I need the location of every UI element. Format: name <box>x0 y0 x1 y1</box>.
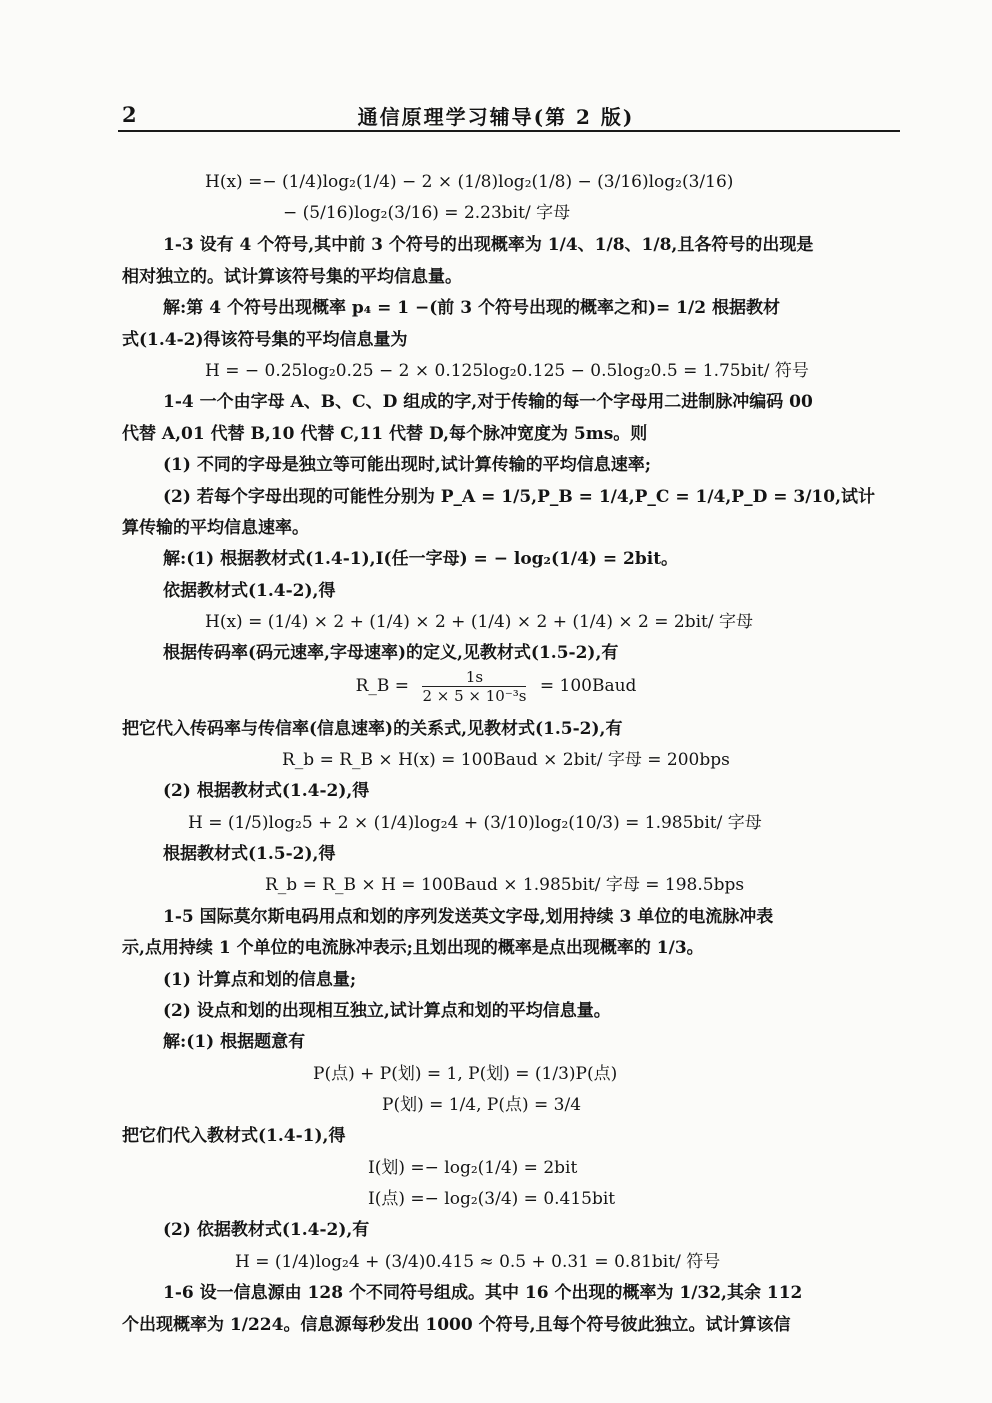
solution-text: 根据教材式(1.5-2),得 <box>163 844 336 864</box>
problem-1-6-text: 1-6 设一信息源由 128 个不同符号组成。其中 16 个出现的概率为 1/32,其余 112 <box>163 1283 803 1303</box>
problem-1-5-text: 示,点用持续 1 个单位的电流脉冲表示;且划出现的概率是点出现概率的 1/3。 <box>122 938 704 958</box>
solution-text: 把它代入传码率与传信率(信息速率)的关系式,见教材式(1.5-2),有 <box>122 719 623 739</box>
baud-rate-formula <box>0 668 992 705</box>
formula-lhs: R_B = <box>355 676 410 696</box>
problem-1-4-text: 算传输的平均信息速率。 <box>122 518 309 538</box>
formula-line: R_b = R_B × H = 100Baud × 1.985bit/ 字母 = 198.5bps <box>265 875 745 895</box>
solution-text: 式(1.4-2)得该符号集的平均信息量为 <box>122 330 408 350</box>
formula-line: R_b = R_B × H(x) = 100Baud × 2bit/ 字母 = 200bps <box>282 750 730 770</box>
formula-line: I(划) =− log₂(1/4) = 2bit <box>368 1158 578 1178</box>
problem-1-6-text: 个出现概率为 1/224。信息源每秒发出 1000 个符号,且每个符号彼此独立。试计算该信 <box>122 1315 791 1335</box>
formula-line: P(点) + P(划) = 1, P(划) = (1/3)P(点) <box>313 1064 618 1084</box>
formula-line: H = − 0.25log₂0.25 − 2 × 0.125log₂0.125 − 0.5log₂0.5 = 1.75bit/ 符号 <box>205 361 809 381</box>
fraction-denominator: 2 × 5 × 10⁻³s <box>422 687 527 705</box>
problem-1-5-text: (1) 计算点和划的信息量; <box>163 970 357 990</box>
formula-line: I(点) =− log₂(3/4) = 0.415bit <box>368 1189 616 1209</box>
solution-text: (2) 依据教材式(1.4-2),有 <box>163 1220 370 1240</box>
formula-line: H(x) = (1/4) × 2 + (1/4) × 2 + (1/4) × 2 + (1/4) × 2 = 2bit/ 字母 <box>205 612 754 632</box>
solution-text: 根据传码率(码元速率,字母速率)的定义,见教材式(1.5-2),有 <box>163 643 619 663</box>
formula-line: H = (1/4)log₂4 + (3/4)0.415 ≈ 0.5 + 0.31 = 0.81bit/ 符号 <box>235 1252 721 1272</box>
formula-line: H(x) =− (1/4)log₂(1/4) − 2 × (1/8)log₂(1/8) − (3/16)log₂(3/16) <box>205 172 734 192</box>
problem-1-4-text: 1-4 一个由字母 A、B、C、D 组成的字,对于传输的每一个字母用二进制脉冲编码 00 <box>163 392 813 412</box>
formula-rhs: = 100Baud <box>539 676 637 696</box>
problem-1-5-text: 1-5 国际莫尔斯电码用点和划的序列发送英文字母,划用持续 3 单位的电流脉冲表 <box>163 907 774 927</box>
problem-1-4-text: (1) 不同的字母是独立等可能出现时,试计算传输的平均信息速率; <box>163 455 652 475</box>
solution-text: 解:(1) 根据教材式(1.4-1),I(任一字母) = − log₂(1/4) = 2bit。 <box>163 549 679 569</box>
solution-text: 解:(1) 根据题意有 <box>163 1032 306 1052</box>
solution-text: 把它们代入教材式(1.4-1),得 <box>122 1126 346 1146</box>
page-number: 2 <box>122 102 137 127</box>
solution-text: (2) 根据教材式(1.4-2),得 <box>163 781 370 801</box>
solution-text: 依据教材式(1.4-2),得 <box>163 581 336 601</box>
solution-text: 解:第 4 个符号出现概率 p₄ = 1 −(前 3 个符号出现的概率之和)= 1/2 根据教材 <box>163 298 780 318</box>
problem-1-5-text: (2) 设点和划的出现相互独立,试计算点和划的平均信息量。 <box>163 1001 611 1021</box>
fraction-numerator: 1s <box>422 668 526 687</box>
problem-1-3-text: 1-3 设有 4 个符号,其中前 3 个符号的出现概率为 1/4、1/8、1/8,且各符号的出现是 <box>163 235 814 255</box>
formula-line: − (5/16)log₂(3/16) = 2.23bit/ 字母 <box>283 203 571 223</box>
running-header: 通信原理学习辅导(第 2 版) <box>357 105 635 129</box>
problem-1-4-text: (2) 若每个字母出现的可能性分别为 P_A = 1/5,P_B = 1/4,P_C = 1/4,P_D = 3/10,试计 <box>163 487 876 507</box>
formula-line: H = (1/5)log₂5 + 2 × (1/4)log₂4 + (3/10)log₂(10/3) = 1.985bit/ 字母 <box>188 813 762 833</box>
problem-1-3-text: 相对独立的。试计算该符号集的平均信息量。 <box>122 267 462 287</box>
problem-1-4-text: 代替 A,01 代替 B,10 代替 C,11 代替 D,每个脉冲宽度为 5ms。则 <box>122 424 648 444</box>
fraction <box>422 668 526 705</box>
header-rule <box>118 130 900 132</box>
formula-line: P(划) = 1/4, P(点) = 3/4 <box>382 1095 582 1115</box>
